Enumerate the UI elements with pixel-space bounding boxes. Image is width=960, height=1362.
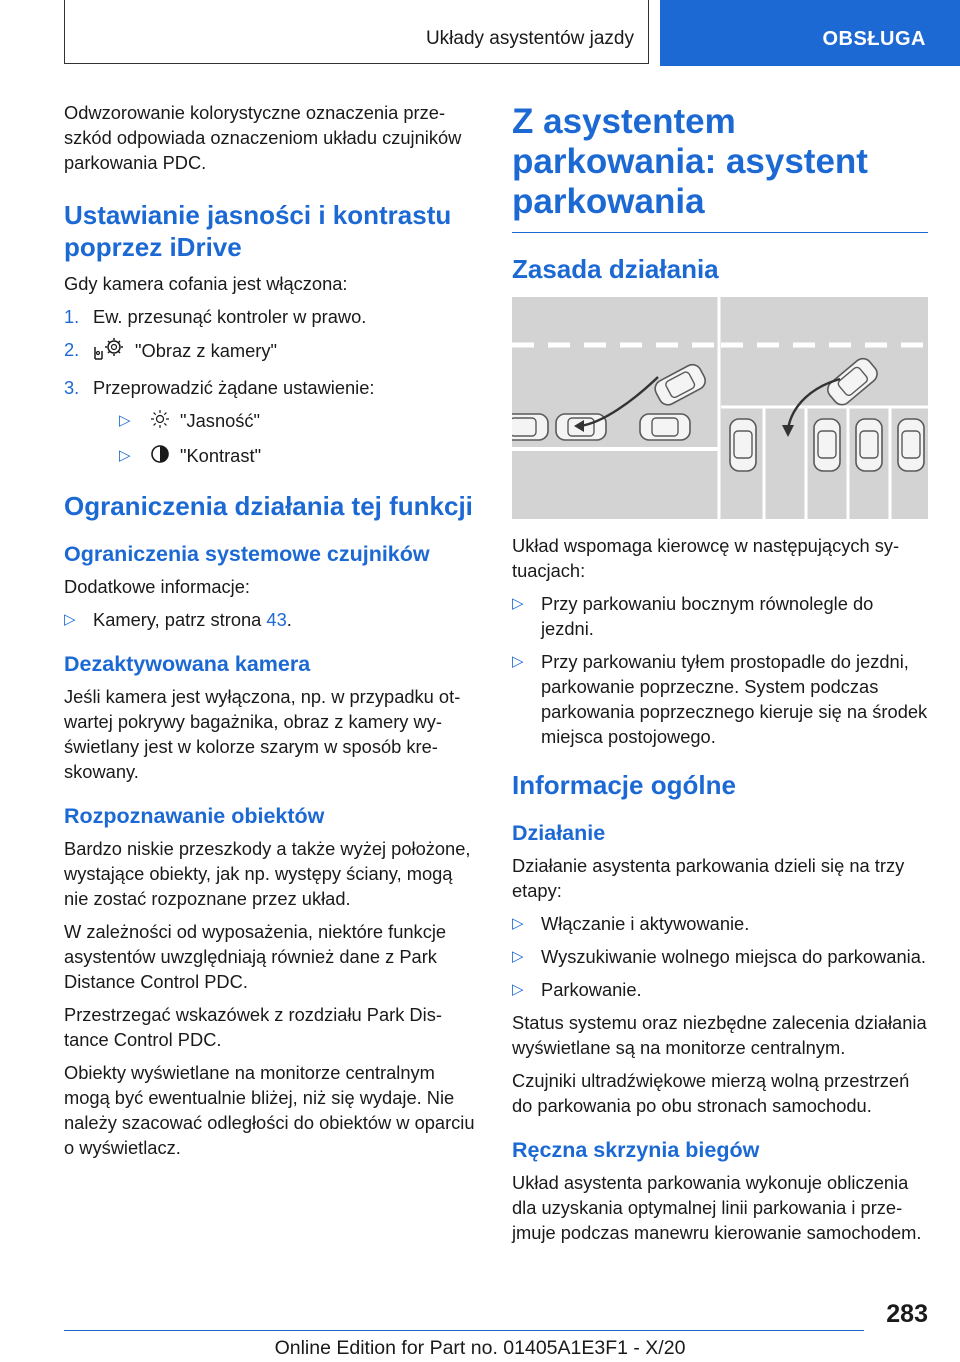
- step-text: "Obraz z kamery": [135, 339, 277, 361]
- bullet-icon: ▷: [512, 915, 524, 932]
- list-item: [512, 977, 928, 1002]
- right-column: [512, 100, 928, 1253]
- brightness-icon: [150, 409, 170, 435]
- objects-paragraph-1: Bardzo niskie przeszkody a także wyżej położone, wystające obiekty, jak np. występy ściany, mogą nie zostać rozpoznane przez układ.: [64, 838, 471, 910]
- list-item-text: Wyszukiwanie wolnego miejsca do parkowania.: [541, 946, 926, 967]
- step-number: 2.: [64, 339, 80, 360]
- substep-brightness: [93, 408, 479, 435]
- camera-heading: Dezaktywowana kamera: [64, 652, 311, 677]
- step-text: Przeprowadzić żądane ustawienie:: [93, 377, 375, 398]
- step-2: [64, 337, 479, 367]
- footer-rule: [64, 1330, 864, 1331]
- intro-paragraph: Odwzorowanie kolorystyczne oznaczenia przeszkód odpowiada oznaczeniom układu czujników parkowania PDC.: [64, 102, 462, 173]
- brightness-intro: Gdy kamera cofania jest włączona:: [64, 273, 348, 294]
- objects-paragraph-4: Obiekty wyświetlane na monitorze centralnym mogą być ewentualnie bliżej, niż się wydaje. Nie należy szacować odległości do obiektów w oparciu o wyświetlacz.: [64, 1062, 475, 1159]
- list-item: [512, 911, 928, 936]
- main-heading: Z asystentem parkowania: asystent parkowania: [512, 102, 868, 221]
- list-item-text: Przy parkowaniu tyłem prostopadle do jezdni, parkowanie poprzeczne. System podczas parkowania poprzecznego kieruje się na środek miejsca postojowego.: [541, 651, 928, 747]
- bullet-icon: ▷: [512, 948, 524, 965]
- manual-gearbox-text: Układ asystenta parkowania wykonuje obliczenia dla uzyskania optymalnej linii parkowania i przejmuje podczas manewru kierowanie samochodem.: [512, 1172, 922, 1243]
- heading-rule: [512, 232, 928, 233]
- chapter-title: OBSŁUGA: [822, 28, 926, 50]
- page-number: 283: [886, 1300, 928, 1328]
- left-column: [64, 100, 479, 1168]
- function-paragraph-2: Czujniki ultradźwiękowe mierzą wolną przestrzeń do parkowania po obu stronach samochodu.: [512, 1070, 910, 1116]
- contrast-icon: [150, 444, 170, 470]
- principle-list: [512, 591, 928, 749]
- limits-heading: Ograniczenia działania tej funkcji: [64, 491, 473, 522]
- function-heading: Działanie: [512, 821, 606, 845]
- objects-heading: Rozpoznawanie obiektów: [64, 804, 325, 829]
- sensor-list: [64, 607, 479, 632]
- general-heading: Informacje ogólne: [512, 770, 736, 800]
- step-1: [64, 304, 479, 329]
- principle-intro: Układ wspomaga kierowcę w następujących sytuacjach:: [512, 535, 900, 581]
- principle-heading: Zasada działania: [512, 254, 719, 284]
- page-header: [0, 0, 960, 66]
- list-item: [64, 607, 479, 632]
- list-item: [512, 944, 928, 969]
- page-link[interactable]: 43: [266, 609, 287, 631]
- parking-illustration: [512, 297, 928, 519]
- step-text: Ew. przesunąć kontroler w prawo.: [93, 306, 367, 327]
- bullet-icon: ▷: [512, 981, 524, 998]
- bullet-icon: ▷: [512, 595, 524, 612]
- list-item-text: Parkowanie.: [541, 979, 642, 1000]
- sensor-item-text: Kamery, patrz strona: [93, 609, 267, 631]
- step-3: [64, 375, 479, 470]
- function-paragraph-1: Status systemu oraz niezbędne zalecenia działania wyświetlane są na monitorze centralnym.: [512, 1012, 927, 1058]
- edition-text: Online Edition for Part no. 01405A1E3F1 - X/20: [274, 1337, 686, 1359]
- brightness-heading: Ustawianie jasności i kontrastu poprzez iDrive: [64, 200, 452, 262]
- function-intro: Działanie asystenta parkowania dzieli się na trzy etapy:: [512, 855, 905, 901]
- substep-contrast: [93, 443, 479, 470]
- step-number: 3.: [64, 377, 80, 398]
- section-header-box: [64, 0, 649, 64]
- substep-text: "Kontrast": [180, 445, 262, 467]
- list-item-text: Przy parkowaniu bocznym równolegle do jezdni.: [541, 593, 874, 639]
- substep-text: "Jasność": [180, 410, 261, 431]
- bullet-icon: ▷: [119, 447, 131, 465]
- list-item-text: Włączanie i aktywowanie.: [541, 913, 750, 934]
- section-title: Układy asystentów jazdy: [425, 28, 634, 49]
- settings-substeps: [93, 408, 479, 470]
- objects-paragraph-2: W zależności od wyposażenia, niektóre funkcje asystentów uwzględniają również dane z Park Distance Control PDC.: [64, 921, 447, 993]
- sensor-intro: Dodatkowe informacje:: [64, 576, 250, 598]
- function-list: [512, 911, 928, 1002]
- bullet-icon: ▷: [512, 653, 524, 670]
- chapter-tab: [660, 0, 960, 66]
- objects-paragraph-3: Przestrzegać wskazówek z rozdziału Park Distance Control PDC.: [64, 1004, 442, 1051]
- camera-text: Jeśli kamera jest wyłączona, np. w przypadku otwartej pokrywy bagażnika, obraz z kamery wyświetlany jest w kolorze szarym w sposób kreskowany.: [64, 686, 461, 783]
- bullet-icon: ▷: [64, 611, 76, 629]
- camera-settings-icon: [93, 337, 125, 367]
- list-item: [512, 649, 928, 749]
- manual-gearbox-heading: Ręczna skrzynia biegów: [512, 1138, 760, 1162]
- step-number: 1.: [64, 306, 80, 327]
- list-item: [512, 591, 928, 641]
- settings-steps: [64, 304, 479, 470]
- bullet-icon: ▷: [119, 412, 131, 429]
- sensor-item-suffix: .: [286, 609, 292, 631]
- sensor-limits-heading: Ograniczenia systemowe czujników: [64, 542, 430, 567]
